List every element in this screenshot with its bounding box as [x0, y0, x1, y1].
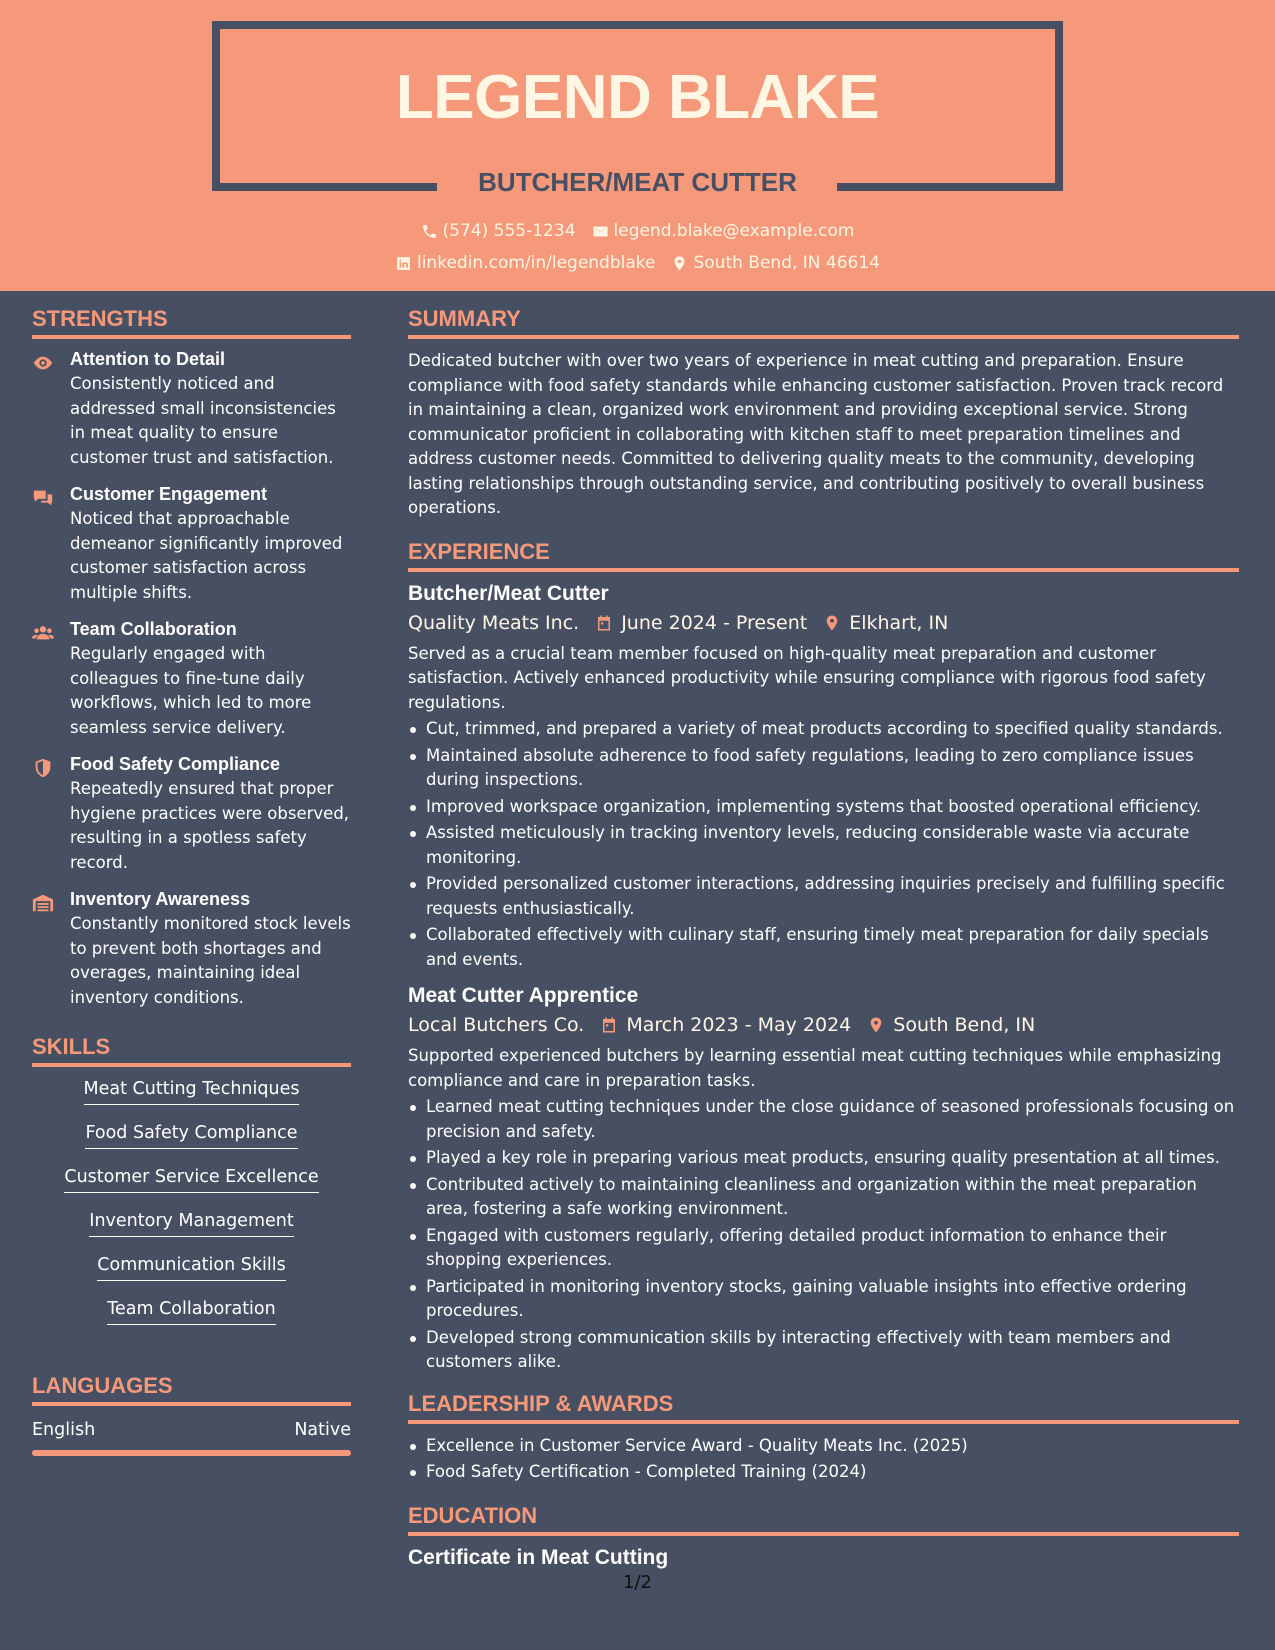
bullet-item: Contributed actively to maintaining cleanliness and organization within the meat preparation area, fostering a safe working environment. [408, 1173, 1239, 1222]
job-title: BUTCHER/MEAT CUTTER [478, 167, 797, 197]
contact-row-2 [0, 253, 1275, 273]
map-marker-icon [823, 614, 841, 632]
bullet-item: Learned meat cutting techniques under the close guidance of seasoned professionals focusing on precision and safety. [408, 1095, 1239, 1144]
job-meta [408, 1014, 1239, 1036]
map-marker-icon [671, 255, 688, 272]
linkedin-icon [395, 255, 412, 272]
language-name: English [32, 1420, 96, 1440]
contact-phone[interactable] [421, 221, 576, 241]
location-text: South Bend, IN 46614 [693, 253, 881, 273]
page-number: 1/2 [623, 1572, 652, 1593]
eye-icon [32, 352, 54, 374]
strength-desc: Consistently noticed and addressed small inconsistencies in meat quality to ensure customer trust and satisfaction. [70, 374, 336, 467]
job-bullets [408, 1095, 1239, 1375]
bullet-item: Played a key role in preparing various meat products, ensuring quality presentation at all times. [408, 1146, 1239, 1171]
map-marker-icon [867, 1016, 885, 1034]
strength-item [32, 754, 351, 875]
bullet-item: Engaged with customers regularly, offering detailed product information to enhance their shopping experiences. [408, 1224, 1239, 1273]
job-location: South Bend, IN [893, 1014, 1036, 1036]
skill-item: Food Safety Compliance [85, 1123, 297, 1149]
experience-heading: EXPERIENCE [408, 539, 1239, 572]
bullet-item: Developed strong communication skills by interacting effectively with team members and customers alike. [408, 1326, 1239, 1375]
skills-list [32, 1079, 351, 1343]
right-column [408, 306, 1239, 1570]
skill-item: Customer Service Excellence [64, 1167, 318, 1193]
bullet-item: Collaborated effectively with culinary staff, ensuring timely meat preparation for daily specials and events. [408, 923, 1239, 972]
shield-icon [32, 757, 54, 779]
summary-heading: SUMMARY [408, 306, 1239, 339]
phone-text: (574) 555-1234 [442, 221, 576, 241]
candidate-name: LEGEND BLAKE [395, 63, 880, 132]
strength-desc: Repeatedly ensured that proper hygiene practices were observed, resulting in a spotless safety record. [70, 779, 350, 872]
job-bullets [408, 717, 1239, 972]
strength-title: Attention to Detail [70, 349, 225, 369]
strength-item [32, 484, 351, 605]
awards-list [408, 1434, 1239, 1485]
strength-item [32, 349, 351, 470]
job-entry [408, 582, 1239, 973]
job-description: Served as a crucial team member focused on high-quality meat preparation and customer satisfaction. Actively enhanced productivity while ensuring compliance with rigorous food safety regulations. [408, 643, 1206, 712]
strengths-heading: STRENGTHS [32, 306, 351, 339]
language-item [32, 1420, 351, 1440]
header-band [0, 0, 1275, 291]
award-item: Excellence in Customer Service Award - Quality Meats Inc. (2025) [408, 1434, 1239, 1459]
bullet-item: Participated in monitoring inventory stocks, gaining valuable insights into effective ordering procedures. [408, 1275, 1239, 1324]
languages-heading: LANGUAGES [32, 1373, 351, 1406]
bullet-item: Provided personalized customer interactions, addressing inquiries precisely and fulfilling specific requests enthusiastically. [408, 872, 1239, 921]
award-item: Food Safety Certification - Completed Training (2024) [408, 1460, 1239, 1485]
left-column [32, 306, 351, 1456]
bullet-item: Assisted meticulously in tracking inventory levels, reducing considerable waste via accurate monitoring. [408, 821, 1239, 870]
comments-icon [32, 487, 54, 509]
email-text: legend.blake@example.com [613, 221, 855, 241]
job-company: Quality Meats Inc. [408, 611, 580, 634]
strength-desc: Regularly engaged with colleagues to fine-tune daily workflows, which led to more seamless service delivery. [70, 644, 312, 737]
linkedin-text: linkedin.com/in/legendblake [416, 253, 656, 273]
strength-item [32, 619, 351, 740]
job-location: Elkhart, IN [849, 611, 949, 634]
language-level: Native [294, 1420, 351, 1440]
calendar-icon [600, 1016, 618, 1034]
phone-icon [421, 223, 438, 240]
job-description: Supported experienced butchers by learning essential meat cutting techniques while emphasizing compliance and care in preparation tasks. [408, 1046, 1222, 1090]
contact-linkedin[interactable] [395, 253, 656, 273]
job-entry [408, 984, 1239, 1375]
strength-title: Inventory Awareness [70, 889, 251, 909]
job-dates: March 2023 - May 2024 [626, 1014, 852, 1036]
strength-item [32, 889, 351, 1010]
strength-title: Food Safety Compliance [70, 754, 281, 774]
education-heading: EDUCATION [408, 1503, 1239, 1536]
awards-heading: LEADERSHIP & AWARDS [408, 1391, 1239, 1424]
contact-location [671, 253, 880, 273]
job-meta [408, 612, 1239, 634]
language-proficiency-bar [32, 1450, 351, 1456]
envelope-icon [592, 223, 609, 240]
summary-text: Dedicated butcher with over two years of experience in meat cutting and preparation. Ensure compliance with food safety standards while enhancing customer satisfaction. Proven track record in maintaining a clean, organized work environment and providing exceptional service. Strong communicator proficient in collaborating with kitchen staff to meet preparation timelines and address customer needs. Committed to delivering quality meats to the community, developing lasting relationships through outstanding service, and contributing positively to overall business operations. [408, 351, 1224, 517]
strength-title: Customer Engagement [70, 484, 268, 504]
users-icon [32, 622, 54, 644]
job-dates: June 2024 - Present [621, 611, 808, 634]
job-company: Local Butchers Co. [408, 1014, 585, 1036]
strength-desc: Noticed that approachable demeanor significantly improved customer satisfaction across multiple shifts. [70, 509, 343, 602]
contact-email[interactable] [592, 221, 855, 241]
skill-item: Meat Cutting Techniques [84, 1079, 300, 1105]
skills-heading: SKILLS [32, 1034, 351, 1067]
bullet-item: Maintained absolute adherence to food safety regulations, leading to zero compliance issues during inspections. [408, 744, 1239, 793]
skill-item: Inventory Management [89, 1211, 293, 1237]
skill-item: Team Collaboration [107, 1299, 275, 1325]
bullet-item: Cut, trimmed, and prepared a variety of meat products according to specified quality standards. [408, 717, 1239, 742]
education-degree: Certificate in Meat Cutting [408, 1545, 669, 1569]
strength-desc: Constantly monitored stock levels to prevent both shortages and overages, maintaining ideal inventory conditions. [70, 914, 351, 1007]
skill-item: Communication Skills [97, 1255, 285, 1281]
strength-title: Team Collaboration [70, 619, 237, 639]
job-role: Butcher/Meat Cutter [408, 581, 609, 605]
contact-row-1 [0, 221, 1275, 241]
calendar-icon [595, 614, 613, 632]
bullet-item: Improved workspace organization, implementing systems that boosted operational efficiency. [408, 795, 1239, 820]
warehouse-icon [32, 892, 54, 914]
job-role: Meat Cutter Apprentice [408, 984, 639, 1007]
